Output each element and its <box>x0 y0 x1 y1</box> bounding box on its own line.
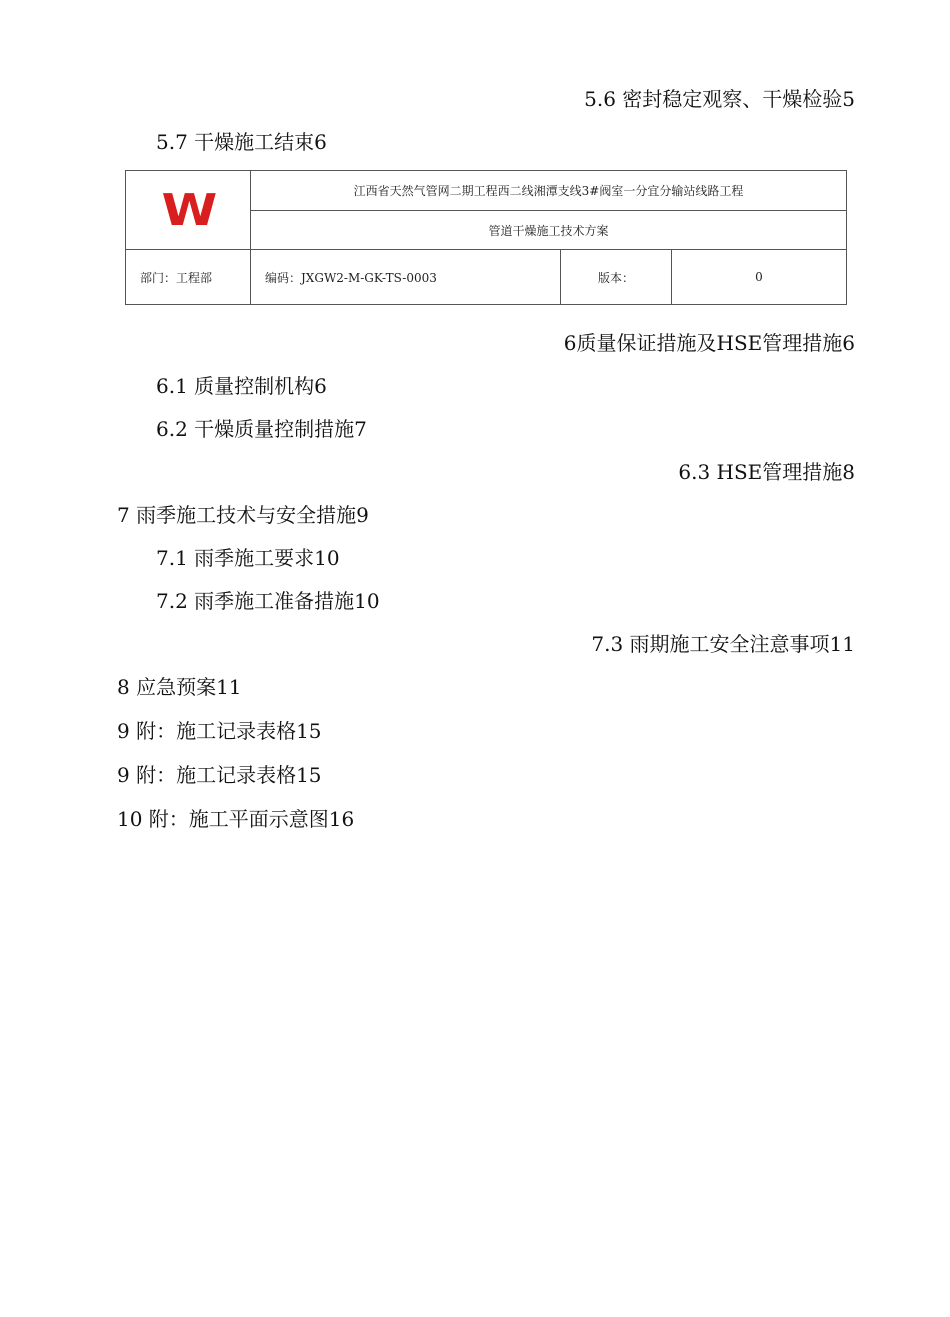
toc-item-5-6[interactable]: 5.6 密封稳定观察、干燥检验5 <box>584 87 855 111</box>
toc-item-7[interactable]: 7 雨季施工技术与安全措施9 <box>117 503 369 527</box>
document-header-table <box>125 170 847 305</box>
toc-item-5-7[interactable]: 5.7 干燥施工结束6 <box>156 130 327 154</box>
project-title: 江西省天然气管网二期工程西二线湘潭支线3#阀室一分宜分输站线路工程 <box>251 171 847 211</box>
toc-item-6-3[interactable]: 6.3 HSE管理措施8 <box>678 460 855 484</box>
document-title: 管道干燥施工技术方案 <box>251 211 847 250</box>
logo-cell <box>126 171 251 250</box>
toc-item-7-2[interactable]: 7.2 雨季施工准备措施10 <box>156 589 380 613</box>
department-label: 部门：工程部 <box>126 250 251 305</box>
company-logo: W <box>161 184 215 236</box>
version-label: 版本： <box>561 250 672 305</box>
toc-item-7-3[interactable]: 7.3 雨期施工安全注意事项11 <box>591 632 855 656</box>
toc-item-8[interactable]: 8 应急预案11 <box>117 675 242 699</box>
toc-item-9-b[interactable]: 9 附：施工记录表格15 <box>117 763 322 787</box>
toc-item-6[interactable]: 6质量保证措施及HSE管理措施6 <box>563 331 855 355</box>
toc-item-7-1[interactable]: 7.1 雨季施工要求10 <box>156 546 340 570</box>
toc-item-10[interactable]: 10 附：施工平面示意图16 <box>117 807 355 831</box>
version-value: 0 <box>672 250 847 305</box>
toc-item-6-2[interactable]: 6.2 干燥质量控制措施7 <box>156 417 367 441</box>
toc-item-6-1[interactable]: 6.1 质量控制机构6 <box>156 374 327 398</box>
toc-item-9-a[interactable]: 9 附：施工记录表格15 <box>117 719 322 743</box>
document-code: 编码：JXGW2-M-GK-TS-0003 <box>251 250 561 305</box>
